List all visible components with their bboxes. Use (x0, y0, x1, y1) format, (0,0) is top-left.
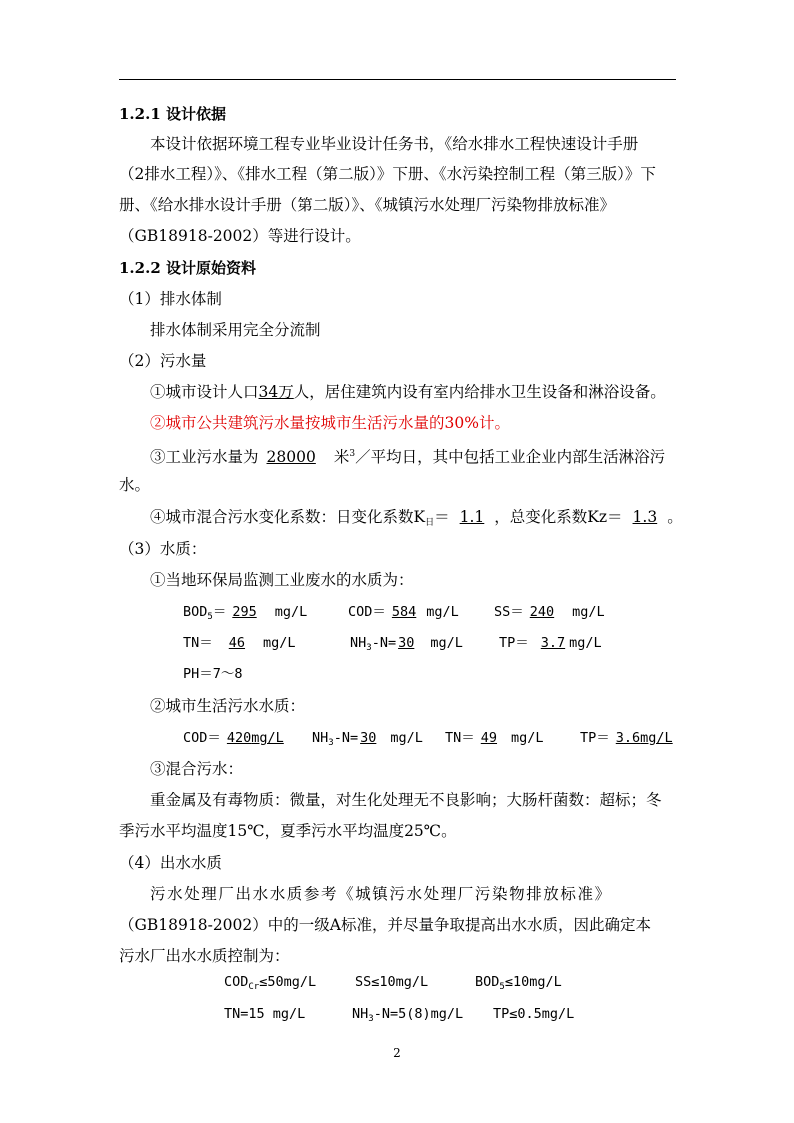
item-heading: （3）水质： (119, 540, 207, 558)
unit: mg/L (430, 635, 463, 651)
label: TP＝ (580, 730, 610, 746)
paragraph-line: 污水处理厂出水水质参考《城镇污水处理厂污染物排放标准》 (150, 885, 612, 903)
quality-entry-tp (499, 633, 602, 653)
value: 420 (226, 730, 252, 746)
value: 240 (529, 604, 555, 620)
subscript: 5 (499, 982, 505, 992)
value: 46 (228, 635, 246, 651)
quality-entry-ss (494, 602, 605, 622)
variation-coefficient-line (150, 507, 683, 533)
unit: mg/L (263, 635, 296, 651)
industrial-flow-value: 28000 (266, 448, 316, 466)
effluent-tn: TN=15 mg/L (224, 1006, 306, 1022)
sub-heading: ③混合污水： (150, 760, 244, 778)
text-segment: 人，居住建筑内设有室内给排水卫生设备和淋浴设备。 (293, 383, 666, 401)
section-heading-1-2-2: 1.2.2 设计原始资料 (119, 259, 256, 277)
paragraph-line: 季污水平均温度15℃，夏季污水平均温度25℃。 (119, 822, 457, 840)
unit: mg/L (251, 730, 284, 746)
superscript: 3 (349, 449, 356, 459)
value: 30 (360, 730, 377, 746)
text-segment: 。 (667, 508, 683, 526)
label: COD＝ (348, 604, 386, 620)
unit: mg/L (390, 730, 423, 746)
page-number: 2 (393, 1046, 401, 1060)
item-heading: （4）出水水质 (119, 854, 222, 872)
paragraph-line: 水。 (119, 476, 151, 494)
text-segment: ／平均日，其中包括工业企业内部生活淋浴污 (355, 448, 666, 466)
paragraph-line: 重金属及有毒物质：微量，对生化处理无不良影响；大肠杆菌数：超标；冬 (150, 791, 662, 809)
total-coefficient-value: 1.3 (632, 508, 658, 526)
value: 49 (480, 730, 498, 746)
paragraph-line: 污水厂出水水质控制为： (119, 947, 290, 965)
subscript: Cr (248, 982, 260, 992)
effluent-cod (224, 972, 316, 997)
label: NH (352, 1006, 369, 1022)
item-heading: （2）污水量 (119, 352, 207, 370)
value: 3.7 (540, 635, 566, 651)
effluent-ss: SS≤10mg/L (355, 974, 429, 990)
value: 584 (391, 604, 417, 620)
quality-entry-tn (183, 633, 296, 653)
label: SS＝ (494, 604, 524, 620)
value: ≤10mg/L (504, 974, 562, 990)
subscript: 3 (366, 643, 372, 653)
paragraph-line: （GB18918-2002）等进行设计。 (119, 227, 361, 245)
label: COD＝ (183, 730, 221, 746)
quality-entry-tn (445, 728, 544, 748)
text-segment: ，总变化系数Kz＝ (494, 508, 623, 526)
label: BOD (475, 974, 500, 990)
population-value: 34万 (258, 383, 294, 401)
population-line (150, 382, 666, 402)
paragraph-line: 册、《给水排水设计手册（第二版）》、《城镇污水处理厂污染物排放标准》 (119, 196, 616, 214)
text-segment: ③工业污水量为 (150, 448, 259, 466)
label: TN＝ (183, 635, 213, 651)
value: 3.6 (615, 730, 641, 746)
label: TN＝ (445, 730, 475, 746)
label: NH (312, 730, 329, 746)
quality-entry-nh3 (312, 728, 423, 753)
section-heading-1-2-1: 1.2.1 设计依据 (119, 105, 226, 123)
text-segment: ＝ (434, 508, 450, 526)
label: TP＝ (499, 635, 529, 651)
unit: mg/L (640, 730, 673, 746)
label: -N= (333, 730, 359, 746)
label: ＝ (212, 604, 227, 620)
label: COD (224, 974, 249, 990)
subscript: 5 (207, 612, 213, 622)
effluent-bod (475, 972, 562, 997)
paragraph-line: （2排水工程）》、《排水工程（第二版）》下册、《水污染控制工程（第三版）》下 (119, 165, 656, 183)
paragraph-line: （GB18918-2002）中的一级A标准，并尽量争取提高出水水质，因此确定本 (119, 916, 651, 934)
text-segment: ①城市设计人口 (150, 383, 259, 401)
item-heading: （1）排水体制 (119, 290, 222, 308)
daily-coefficient-value: 1.1 (459, 508, 485, 526)
value: 295 (232, 604, 257, 620)
unit: mg/L (511, 730, 544, 746)
value: -N=5(8)mg/L (373, 1006, 464, 1022)
effluent-tp: TP≤0.5mg/L (493, 1006, 575, 1022)
value: ≤50mg/L (259, 974, 317, 990)
subscript: 日 (425, 518, 435, 528)
subscript: 3 (328, 738, 334, 748)
quality-entry-nh3 (350, 633, 463, 658)
quality-entry-cod (348, 602, 459, 622)
unit: mg/L (572, 604, 605, 620)
header-rule (119, 79, 676, 80)
label: NH (350, 635, 367, 651)
quality-entry-cod (183, 728, 284, 748)
label: BOD (183, 604, 208, 620)
quality-entry-ph: PH＝7～8 (183, 666, 243, 682)
sub-heading: ①当地环保局监测工业废水的水质为： (150, 571, 414, 589)
sub-heading: ②城市生活污水水质： (150, 697, 306, 715)
text-segment: 米 (333, 448, 350, 466)
public-building-line: ②城市公共建筑污水量按城市生活污水量的30%计。 (150, 414, 510, 432)
quality-entry-tp (580, 728, 673, 748)
label: -N= (371, 635, 397, 651)
industrial-flow-line (150, 444, 665, 467)
text-segment: ④城市混合污水变化系数：日变化系数K (150, 508, 426, 526)
paragraph-line: 本设计依据环境工程专业毕业设计任务书，《给水排水工程快速设计手册 (150, 135, 639, 153)
unit: mg/L (426, 604, 459, 620)
unit: mg/L (569, 635, 602, 651)
item-text: 排水体制采用完全分流制 (150, 321, 321, 339)
value: 30 (398, 635, 415, 651)
quality-entry-bod (183, 602, 307, 627)
unit: mg/L (274, 604, 308, 620)
subscript: 3 (368, 1014, 374, 1024)
effluent-nh3 (352, 1004, 463, 1029)
